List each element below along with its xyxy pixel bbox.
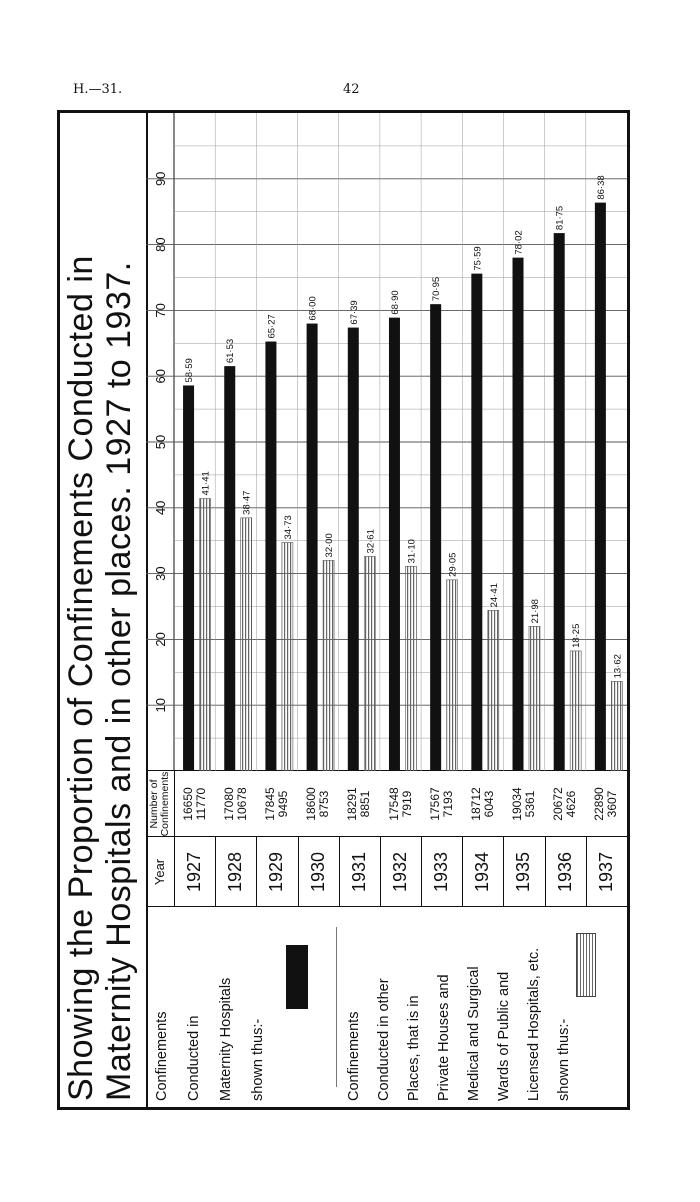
maternity-count: 18712 bbox=[468, 787, 483, 821]
chart-title bbox=[60, 113, 148, 1107]
legend-line: Conducted in other bbox=[376, 978, 392, 1101]
confinements-cell bbox=[470, 771, 496, 837]
year-cell: 1931 bbox=[339, 837, 381, 907]
legend-swatch-hatched bbox=[576, 933, 596, 997]
bar-maternity bbox=[224, 366, 235, 771]
bar-maternity bbox=[389, 318, 400, 771]
bar-label-other: 29·05 bbox=[447, 552, 459, 577]
legend-line: Medical and Surgical bbox=[466, 966, 482, 1101]
x-tick-label: 30 bbox=[153, 566, 168, 581]
year-cell: 1928 bbox=[215, 837, 257, 907]
bar-label-maternity: 75·59 bbox=[472, 246, 484, 271]
legend-line: shown thus:- bbox=[556, 1018, 572, 1101]
maternity-count: 17548 bbox=[386, 787, 401, 821]
other-count: 7919 bbox=[399, 790, 414, 818]
other-count: 8753 bbox=[317, 790, 332, 818]
bar-label-other: 32·61 bbox=[365, 529, 377, 554]
bar-label-maternity: 86·38 bbox=[595, 175, 607, 200]
legend-line: Confinements bbox=[346, 1011, 362, 1101]
legend-line: Confinements bbox=[154, 1011, 170, 1101]
chart-frame bbox=[57, 110, 630, 1110]
other-count: 8851 bbox=[358, 790, 373, 818]
bar-label-other: 34·73 bbox=[282, 515, 294, 540]
confinements-header-line-2: Confinements bbox=[159, 771, 171, 837]
bar-label-maternity: 70·95 bbox=[431, 276, 443, 302]
other-count: 11770 bbox=[193, 787, 208, 821]
bar-maternity bbox=[554, 233, 565, 771]
legend-line: Wards of Public and bbox=[496, 971, 512, 1101]
other-count: 7193 bbox=[440, 790, 455, 818]
bar-label-maternity: 68·90 bbox=[389, 290, 401, 315]
maternity-count: 16650 bbox=[180, 787, 195, 821]
maternity-count: 17845 bbox=[262, 787, 277, 821]
bar-label-other: 41·41 bbox=[200, 471, 212, 496]
confinements-column bbox=[146, 770, 627, 837]
bar-maternity bbox=[513, 258, 524, 771]
bar-maternity bbox=[265, 342, 276, 771]
year-cell: 1933 bbox=[421, 837, 463, 907]
legend-line: Places, that is in bbox=[406, 995, 422, 1101]
maternity-count: 22890 bbox=[592, 787, 607, 821]
bar-other bbox=[488, 610, 499, 771]
x-tick-label: 80 bbox=[153, 237, 168, 252]
bar-other bbox=[282, 542, 293, 771]
other-count: 3607 bbox=[605, 790, 620, 818]
bar-label-other: 13·62 bbox=[612, 654, 624, 679]
legend-panel bbox=[146, 906, 627, 1107]
bar-other bbox=[323, 560, 334, 771]
other-count: 10678 bbox=[234, 787, 249, 821]
bar-maternity bbox=[471, 274, 482, 771]
other-count: 4626 bbox=[564, 790, 579, 818]
year-column bbox=[146, 836, 627, 907]
bar-maternity bbox=[183, 385, 194, 771]
year-cell: 1927 bbox=[174, 837, 216, 907]
chart-title-line-2: Maternity Hospitals and in other places. 1927 to 1937. bbox=[100, 261, 138, 1101]
bar-label-other: 24·41 bbox=[488, 583, 500, 608]
bar-label-maternity: 58·59 bbox=[184, 358, 196, 383]
year-cell: 1929 bbox=[256, 837, 298, 907]
legend-divider bbox=[336, 927, 337, 1087]
bar-maternity bbox=[430, 304, 441, 771]
confinements-cell bbox=[552, 771, 578, 837]
bar-label-maternity: 61·53 bbox=[225, 338, 237, 364]
bar-other bbox=[447, 580, 458, 771]
x-tick-label: 50 bbox=[153, 434, 168, 450]
confinements-cell bbox=[182, 771, 208, 837]
legend-line: Private Houses and bbox=[436, 974, 452, 1101]
confinements-header bbox=[146, 771, 175, 837]
bar-maternity bbox=[348, 328, 359, 771]
bar-maternity bbox=[307, 324, 318, 771]
bar-label-other: 31·10 bbox=[406, 539, 418, 564]
rotated-chart-sheet bbox=[60, 113, 627, 1107]
year-cell: 1937 bbox=[595, 851, 616, 893]
page-header bbox=[0, 82, 700, 102]
x-tick-label: 20 bbox=[153, 632, 168, 647]
x-tick-label: 40 bbox=[153, 500, 168, 516]
confinements-cell bbox=[346, 771, 372, 837]
year-cell: 1935 bbox=[503, 837, 545, 907]
other-count: 5361 bbox=[523, 790, 538, 818]
maternity-count: 18291 bbox=[345, 787, 360, 821]
confinements-cell bbox=[593, 771, 619, 837]
legend-swatch-solid bbox=[286, 945, 308, 1009]
x-tick-label: 10 bbox=[153, 697, 168, 713]
confinements-cell bbox=[223, 771, 249, 837]
legend-line: Maternity Hospitals bbox=[218, 977, 234, 1101]
bar-label-maternity: 68·00 bbox=[307, 296, 319, 321]
chart-title-line-1: Showing the Proportion of Confinements Conducted in bbox=[62, 255, 100, 1101]
confinements-cell bbox=[511, 771, 537, 837]
plot-area bbox=[146, 113, 627, 771]
year-header: Year bbox=[146, 837, 175, 907]
bar-label-other: 32·00 bbox=[324, 533, 336, 558]
legend-line: shown thus:- bbox=[250, 1018, 266, 1101]
page-number: 42 bbox=[343, 82, 360, 97]
bar-chart-svg bbox=[146, 113, 627, 771]
year-cell: 1932 bbox=[380, 837, 422, 907]
bar-other bbox=[611, 681, 622, 771]
x-tick-label: 70 bbox=[153, 303, 168, 318]
maternity-count: 17080 bbox=[221, 787, 236, 821]
bar-other bbox=[570, 651, 581, 771]
bar-label-maternity: 81·75 bbox=[554, 205, 566, 231]
bar-label-maternity: 67·39 bbox=[348, 300, 360, 325]
page-reference: H.—31. bbox=[73, 82, 123, 97]
year-cell: 1936 bbox=[545, 837, 587, 907]
confinements-cell bbox=[388, 771, 414, 837]
bar-label-other: 38·47 bbox=[241, 490, 253, 515]
bar-other bbox=[529, 626, 540, 771]
bar-label-maternity: 65·27 bbox=[266, 314, 278, 339]
confinements-cell bbox=[429, 771, 455, 837]
year-cell: 1930 bbox=[298, 837, 340, 907]
maternity-count: 18600 bbox=[304, 787, 319, 821]
legend-line: Licensed Hospitals, etc. bbox=[526, 947, 542, 1101]
other-count: 6043 bbox=[481, 790, 496, 818]
confinements-header-line-1: Number of bbox=[148, 779, 160, 829]
confinements-cell bbox=[264, 771, 290, 837]
x-tick-label: 60 bbox=[153, 368, 168, 384]
maternity-count: 17567 bbox=[427, 787, 442, 821]
bar-other bbox=[200, 499, 211, 771]
bar-other bbox=[241, 518, 252, 771]
bar-label-other: 21·98 bbox=[529, 599, 541, 624]
legend-line: Conducted in bbox=[186, 1015, 202, 1101]
bar-maternity bbox=[595, 203, 606, 771]
maternity-count: 20672 bbox=[551, 787, 566, 821]
bar-other bbox=[405, 566, 416, 771]
confinements-cell bbox=[305, 771, 331, 837]
bar-label-maternity: 78·02 bbox=[513, 230, 525, 255]
bar-other bbox=[364, 556, 375, 771]
maternity-count: 19034 bbox=[510, 787, 525, 821]
year-cell: 1934 bbox=[462, 837, 504, 907]
other-count: 9495 bbox=[275, 790, 290, 818]
bar-label-other: 18·25 bbox=[571, 623, 583, 648]
x-tick-label: 90 bbox=[153, 171, 168, 187]
